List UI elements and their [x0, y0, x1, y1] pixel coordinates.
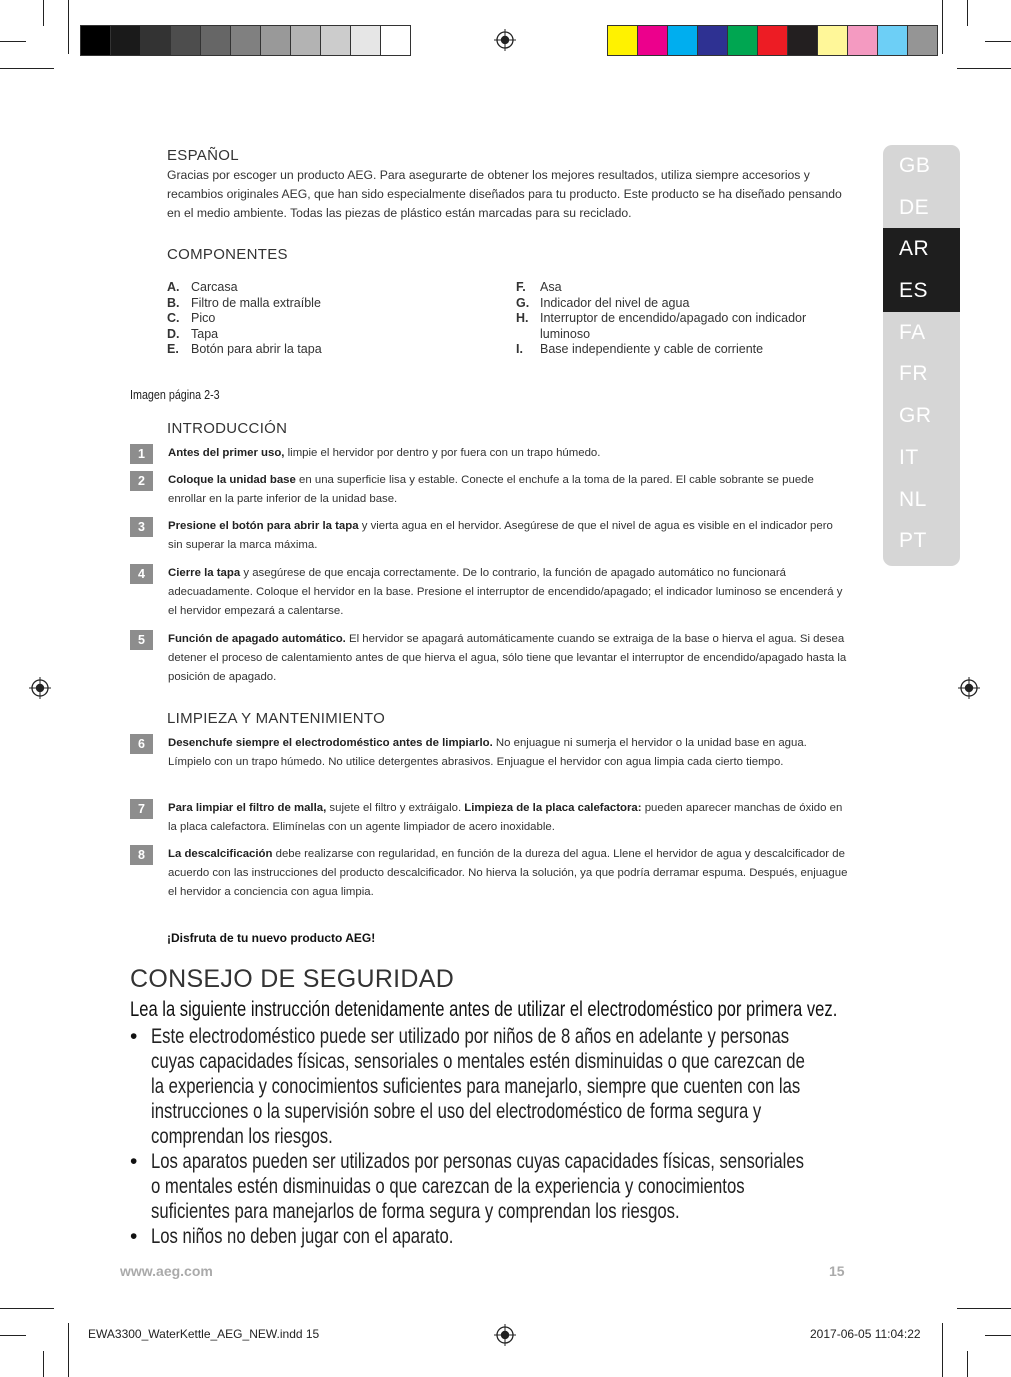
step-text: Antes del primer uso, limpie el hervidor por dentro y por fuera con un trapo húmedo. [168, 447, 601, 459]
color-swatch [141, 26, 171, 55]
safety-item [130, 1224, 990, 1249]
registration-mark-icon [494, 29, 516, 51]
language-tabs [883, 145, 960, 566]
step-8 [130, 845, 850, 902]
components-heading: COMPONENTES [167, 246, 288, 263]
crop-mark [0, 1335, 26, 1336]
component-item [167, 296, 481, 312]
closing-message: ¡Disfruta de tu nuevo producto AEG! [167, 931, 376, 945]
step-2 [130, 471, 850, 509]
step-text: Cierre la tapa y asegúrese de que encaja correctamente. De lo contrario, la función de apagado automático no funcionará adecuadamente. Coloque el hervidor en la base. Presione el interruptor de encendido/apagado; el indicador luminoso se encenderá y el hervidor empezará a calentarse. [168, 567, 843, 617]
step-text: Presione el botón para abrir la tapa y vierta agua en el hervidor. Asegúrese de que el nivel de agua es visible en el indicador pero sin superar la marca máxima. [168, 520, 833, 551]
color-swatch [758, 26, 788, 55]
tab-lang-gr[interactable]: GR [899, 404, 932, 428]
step-6 [130, 734, 850, 772]
component-label: Carcasa [191, 280, 238, 294]
color-swatch [381, 26, 410, 55]
component-key: H. [516, 311, 529, 326]
color-swatch [878, 26, 908, 55]
tab-lang-de[interactable]: DE [899, 195, 930, 219]
component-key: G. [516, 295, 530, 310]
component-item [167, 280, 481, 296]
step-number: 5 [130, 630, 153, 650]
step-3 [130, 517, 850, 555]
step-number: 2 [130, 471, 153, 491]
components-list-left [167, 280, 481, 358]
bullet-icon: • [130, 1225, 138, 1248]
color-swatch [81, 26, 111, 55]
tab-lang-fa[interactable]: FA [899, 320, 926, 344]
grayscale-color-bar [80, 25, 411, 56]
component-label: Base independiente y cable de corriente [540, 342, 764, 357]
color-swatch [728, 26, 758, 55]
safety-item-text: Los niños no deben jugar con el aparato. [151, 1224, 454, 1248]
file-slug: EWA3300_WaterKettle_AEG_NEW.indd 15 [88, 1327, 320, 1341]
component-key: I. [516, 342, 523, 357]
tab-lang-nl[interactable]: NL [899, 487, 927, 511]
tab-lang-pt[interactable]: PT [899, 529, 927, 553]
safety-title: CONSEJO DE SEGURIDAD [130, 965, 455, 993]
crop-mark [985, 41, 1011, 42]
color-swatch [698, 26, 728, 55]
component-label: Indicador del nivel de agua [540, 295, 690, 310]
crop-mark [942, 0, 943, 54]
color-swatch [638, 26, 668, 55]
safety-item [130, 1149, 990, 1224]
component-key: D. [167, 326, 180, 341]
safety-item-text: Los aparatos pueden ser utilizados por personas cuyas capacidades físicas, sensoriales o mentales estén disminuidas o que carezcan de la experiencia y conocimientos suficientes para manejarlos de forma segura y comprendan los riesgos. [151, 1149, 804, 1223]
safety-list [130, 1024, 990, 1249]
step-text: Coloque la unidad base en una superficie lisa y estable. Conecte el enchufe a la toma de la pared. El cable sobrante se puede enrollar en la parte inferior de la unidad base. [168, 474, 814, 505]
crop-mark [68, 0, 69, 54]
tab-lang-ar[interactable]: AR [883, 228, 960, 270]
crop-mark [0, 68, 54, 69]
bullet-icon: • [130, 1025, 138, 1048]
cleaning-heading: LIMPIEZA Y MANTENIMIENTO [167, 710, 386, 727]
components-list-right [516, 280, 830, 358]
component-label: Tapa [191, 326, 219, 341]
crop-mark [957, 68, 1011, 69]
component-label: Asa [540, 280, 562, 294]
safety-subtitle: Lea la siguiente instrucción detenidamente antes de utilizar el electrodoméstico por primera vez. [130, 998, 838, 1021]
component-item [516, 311, 830, 342]
step-number: 6 [130, 734, 153, 754]
process-color-bar [607, 25, 938, 56]
safety-item [130, 1024, 990, 1149]
component-item [167, 311, 481, 327]
registration-mark-icon [29, 677, 51, 699]
component-label: Botón para abrir la tapa [191, 342, 322, 357]
introduction-heading: INTRODUCCIÓN [167, 420, 288, 437]
color-swatch [171, 26, 201, 55]
color-swatch [201, 26, 231, 55]
color-swatch [261, 26, 291, 55]
color-swatch [231, 26, 261, 55]
step-number: 1 [130, 444, 153, 464]
component-item [516, 342, 830, 358]
color-swatch [608, 26, 638, 55]
page-number: 15 [829, 1263, 845, 1279]
component-key: B. [167, 295, 180, 310]
step-text: La descalcificación debe realizarse con regularidad, en función de la dureza del agua. Llene el hervidor de agua y descalcificador de acuerdo con las instrucciones del producto descalcificador. No hierva la solución, ya que podría derramar espuma. Después, enjuague el hervidor a conciencia con agua limpia. [168, 848, 848, 898]
step-text: Desenchufe siempre el electrodoméstico antes de limpiarlo. No enjuague ni sumerja el hervidor o la unidad base en agua. Límpielo con un trapo húmedo. No utilice detergentes abrasivos. Enjuague el hervidor con agua limpia cada cierto tiempo. [168, 737, 807, 768]
image-reference: Imagen página 2-3 [130, 388, 220, 402]
crop-mark [43, 1351, 44, 1377]
step-number: 3 [130, 517, 153, 537]
component-key: C. [167, 311, 180, 326]
crop-mark [0, 41, 26, 42]
language-heading: ESPAÑOL [167, 147, 239, 164]
color-swatch [848, 26, 878, 55]
website-link[interactable]: www.aeg.com [120, 1263, 213, 1279]
color-swatch [351, 26, 381, 55]
step-text: Función de apagado automático. El hervidor se apagará automáticamente cuando se extraiga de la base o hierva el agua. Si desea detener el proceso de calentamiento antes de que hierva el agua, sólo tiene que levantar el interruptor de encendido/apagado hasta la posición de apagado. [168, 633, 847, 683]
tab-lang-it[interactable]: IT [899, 445, 919, 469]
component-key: F. [516, 280, 526, 294]
crop-mark [942, 1323, 943, 1377]
tab-lang-fr[interactable]: FR [899, 362, 928, 386]
crop-mark [68, 1323, 69, 1377]
crop-mark [985, 1335, 1011, 1336]
step-number: 7 [130, 799, 153, 819]
safety-item-text: Este electrodoméstico puede ser utilizado por niños de 8 años en adelante y personas cuyas capacidades físicas, sensoriales o mentales estén disminuidas o que carezcan de la experiencia y conocimientos suficientes para manejarlo, siempre que cuenten con las instrucciones o la supervisión sobre el uso del electrodoméstico de forma segura y comprendan los riesgos. [151, 1024, 805, 1148]
registration-mark-icon [494, 1324, 516, 1346]
bullet-icon: • [130, 1150, 138, 1173]
color-swatch [291, 26, 321, 55]
component-key: A. [167, 280, 180, 294]
step-5 [130, 630, 850, 687]
step-4 [130, 564, 850, 621]
crop-mark [967, 1351, 968, 1377]
intro-paragraph: Gracias por escoger un producto AEG. Para asegurarte de obtener los mejores resultados, utiliza siempre accesorios y recambios originales AEG, que han sido especialmente diseñados para tu producto. Este producto se ha diseñado pensando en el medio ambiente. Todas las piezas de plástico están marcadas para su reciclado. [167, 168, 842, 220]
registration-mark-icon [958, 677, 980, 699]
step-text: Para limpiar el filtro de malla, sujete el filtro y extráigalo. Limpieza de la placa calefactora: pueden aparecer manchas de óxido en la placa calefactora. Elimínelas con un agente limpiador de acero inoxidable. [168, 802, 843, 833]
crop-mark [0, 1308, 54, 1309]
tab-lang-gb[interactable]: GB [899, 154, 931, 177]
step-number: 8 [130, 845, 153, 865]
component-item [516, 280, 830, 296]
component-key: E. [167, 342, 179, 357]
color-swatch [818, 26, 848, 55]
step-number: 4 [130, 564, 153, 584]
crop-mark [967, 0, 968, 26]
component-item [167, 327, 481, 343]
date-slug: 2017-06-05 11:04:22 [810, 1327, 921, 1341]
component-label: Filtro de malla extraíble [191, 295, 321, 310]
component-label: Interruptor de encendido/apagado con indicador luminoso [540, 311, 807, 341]
color-swatch [788, 26, 818, 55]
color-swatch [668, 26, 698, 55]
crop-mark [43, 0, 44, 26]
step-7 [130, 799, 850, 837]
component-item [167, 342, 481, 358]
component-label: Pico [191, 311, 216, 326]
color-swatch [908, 26, 937, 55]
color-swatch [321, 26, 351, 55]
component-item [516, 296, 830, 312]
tab-lang-es[interactable]: ES [883, 270, 960, 312]
color-swatch [111, 26, 141, 55]
crop-mark [957, 1308, 1011, 1309]
step-1 [130, 444, 850, 464]
